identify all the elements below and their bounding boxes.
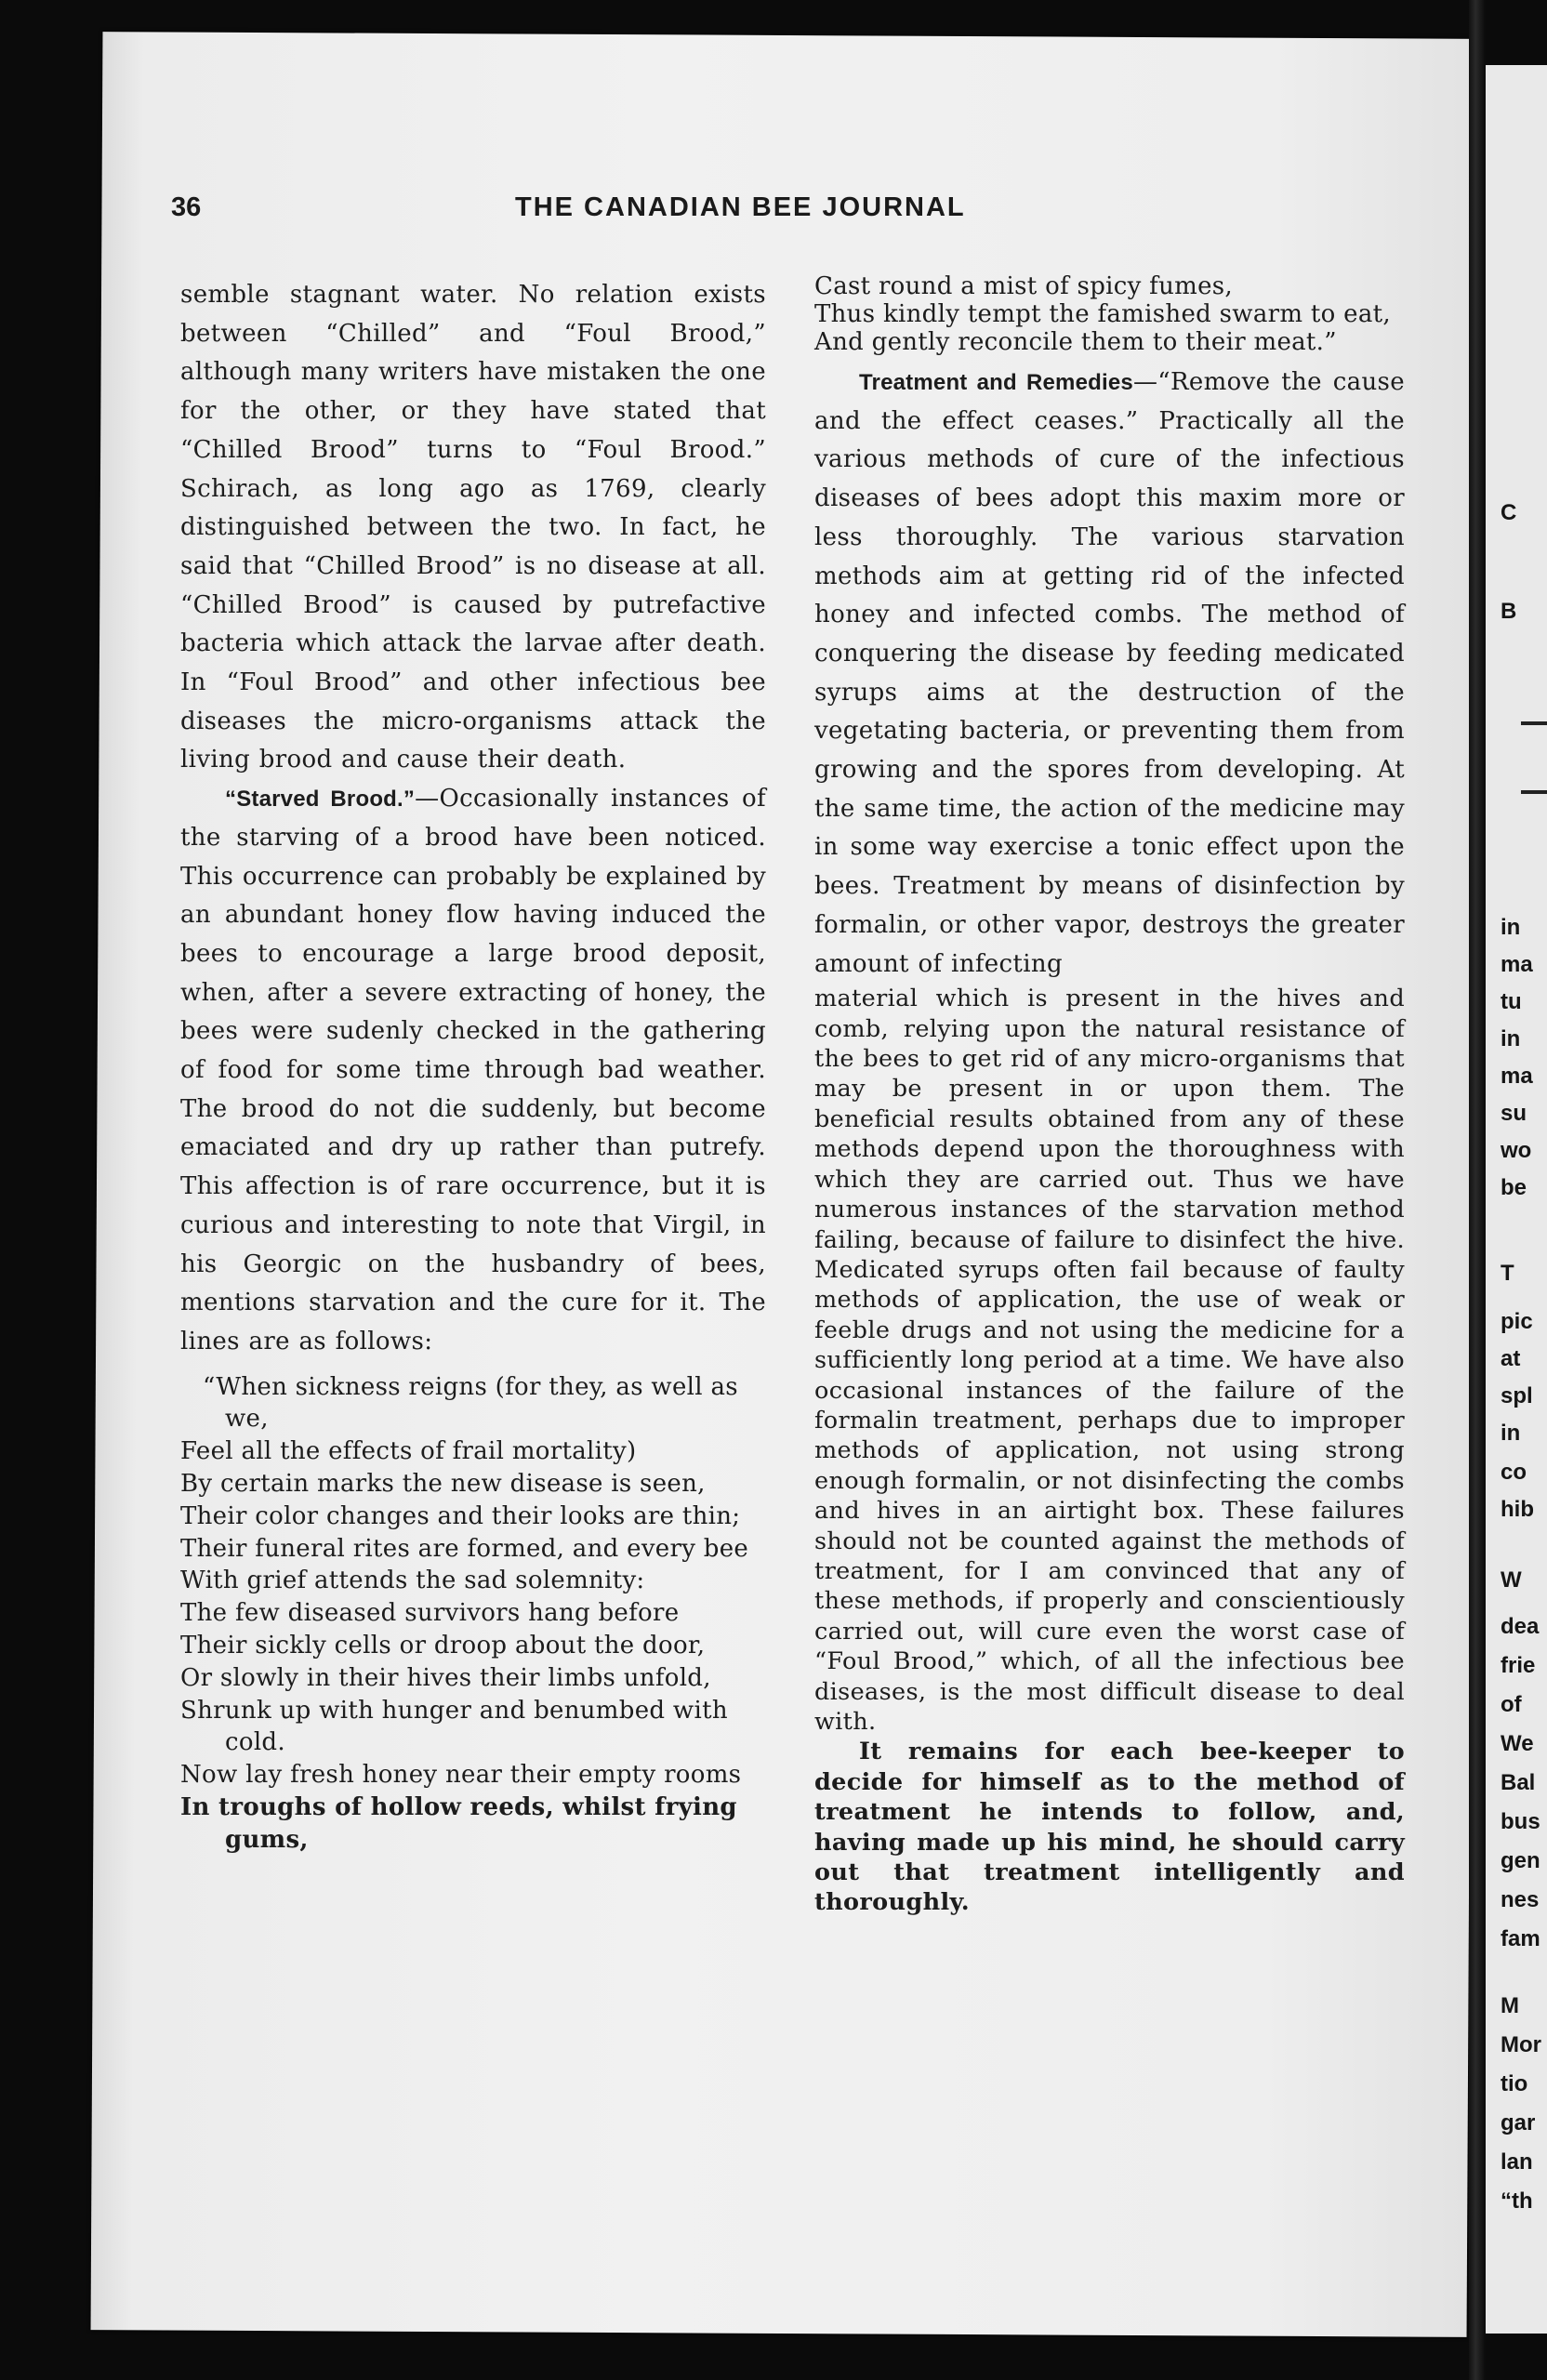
fragment: M — [1501, 1993, 1519, 2018]
fragment: fam — [1501, 1926, 1540, 1951]
fragment: hib — [1501, 1497, 1534, 1522]
verse-block-continued — [814, 272, 1405, 356]
verse-line: Cast round a mist of spicy fumes, — [814, 272, 1233, 300]
fragment: lan — [1501, 2149, 1533, 2175]
left-column — [180, 276, 766, 1857]
verse-line: Or slowly in their hives their limbs unfold, — [180, 1663, 711, 1692]
fragment-rule — [1521, 790, 1547, 794]
fragment: tio — [1501, 2071, 1528, 2096]
fragment: spl — [1501, 1383, 1533, 1408]
fragment: in — [1501, 1026, 1521, 1051]
fragment: gen — [1501, 1848, 1540, 1873]
verse-line: In troughs of hollow reeds, whilst frying gums, — [180, 1793, 737, 1854]
fragment: frie — [1501, 1653, 1536, 1678]
paragraph: semble stagnant water. No relation exists between “Chilled” and “Foul Brood,” although many writers have mistaken the one for the other, or they have stated that “Chilled Brood” turns to “Foul Brood.” Schirach, as long ago as 1769, clearly distinguished between the two. In fact, he said that “Chilled Brood” is no disease at all. “Chilled Brood” is caused by putrefactive bacteria which attack the larvae after death. In “Foul Brood” and other infectious bee diseases the micro-organisms attack the living brood and cause their death. — [180, 281, 766, 774]
fragment: We — [1501, 1731, 1534, 1756]
verse-line: With grief attends the sad solemnity: — [180, 1567, 645, 1595]
verse-line: Thus kindly tempt the famished swarm to eat, — [814, 300, 1391, 328]
verse-line: Feel all the effects of frail mortality) — [180, 1437, 637, 1466]
fragment: in — [1501, 915, 1521, 940]
fragment: ma — [1501, 1064, 1533, 1089]
verse-line: Their funeral rites are formed, and every bee — [180, 1534, 749, 1563]
verse-line: “When sickness reigns (for they, as well as we, — [203, 1372, 738, 1434]
fragment: dea — [1501, 1614, 1540, 1639]
fragment: pic — [1501, 1309, 1533, 1334]
fragment: in — [1501, 1421, 1521, 1446]
fragment: ma — [1501, 952, 1533, 977]
fragment: W — [1501, 1567, 1522, 1593]
paragraph-body: —“Remove the cause and the effect ceases.” Practically all the various methods of cure of the infectious diseases of bees adopt this maxim more or less thoroughly. The various starvation methods aim at getting rid of the infected honey and infected combs. The method of conquering the disease by feeding medicated syrups aims at the destruction of the vegetating bacteria, or preventing them from growing and the spores from developing. At the same time, the action of the medicine may in some way exercise a tonic effect upon the bees. Treatment by means of disinfection by formalin, or other vapor, destroys the greater amount of infecting — [814, 368, 1405, 978]
page-number: 36 — [171, 192, 202, 222]
fragment: co — [1501, 1460, 1527, 1485]
fragment: T — [1501, 1261, 1514, 1286]
verse-line: Their sickly cells or droop about the door, — [180, 1632, 706, 1660]
fragment-rule — [1521, 721, 1547, 725]
verse-line: Now lay fresh honey near their empty rooms — [180, 1761, 742, 1790]
fragment: of — [1501, 1692, 1522, 1717]
fragment: “th — [1501, 2188, 1533, 2214]
paragraph — [180, 780, 766, 1362]
book-gutter — [1469, 0, 1486, 2380]
section-heading: “Starved Brood.” — [225, 787, 416, 813]
running-header — [171, 192, 1398, 235]
fragment: su — [1501, 1101, 1527, 1126]
right-column — [814, 272, 1405, 1918]
fragment: gar — [1501, 2110, 1536, 2135]
fragment: tu — [1501, 989, 1522, 1014]
paragraph — [814, 364, 1405, 984]
journal-title: THE CANADIAN BEE JOURNAL — [515, 192, 966, 222]
paragraph-body: —Occasionally instances of the starving of a brood have been noticed. This occurrence can probably be explained by an abundant honey flow having induced the bees to encourage a large brood deposit, when, after a severe extracting of honey, the bees were sudenly checked in the gathering of food for some time through bad weather. The brood do not die suddenly, but become emaciated and dry up rather than putrefy. This affection is of rare occurrence, but it is curious and interesting to note that Virgil, in his Georgic on the husbandry of bees, mentions starvation and the cure for it. The lines are as follows: — [180, 785, 766, 1355]
fragment: B — [1501, 599, 1517, 624]
fragment: at — [1501, 1346, 1521, 1371]
fragment: Bal — [1501, 1770, 1536, 1795]
paragraph: It remains for each bee-keeper to decide for himself as to the method of treatment he intends to follow, and, having made up his mind, he should carry out that treatment intelligently and thoroughly. — [814, 1738, 1405, 1917]
paragraph-continued: material which is present in the hives and comb, relying upon the natural resistance of the bees to get rid of any micro-organisms that may be present in or upon them. The beneficial results obtained from any of these methods depend upon the thoroughness with which they are carried out. Thus we have numerous instances of the starvation method failing, because of failure to disinfect the hive. Medicated syrups often fail because of faulty methods of application, the use of weak or feeble drugs and not using the medicine for a sufficiently long period at a time. We have also occasional instances of the failure of the formalin treatment, perhaps due to improper methods of application, not using strong enough formalin, or not disinfecting the combs and hives in an airtight box. These failures should not be counted against the methods of treatment, for I am convinced that any of these methods, if properly and conscientiously carried out, will cure even the worst case of “Foul Brood,” which, of all the infectious bee diseases, is the most difficult disease to deal with. — [814, 985, 1405, 1736]
verse-line: Their color changes and their looks are thin; — [180, 1501, 741, 1530]
fragment: Mor — [1501, 2032, 1541, 2057]
fragment: bus — [1501, 1809, 1540, 1834]
fragment: wo — [1501, 1138, 1532, 1163]
verse-line: The few diseased survivors hang before — [180, 1599, 680, 1628]
fragment: nes — [1501, 1887, 1540, 1912]
verse-line: By certain marks the new disease is seen, — [180, 1470, 706, 1499]
section-heading: Treatment and Remedies — [859, 370, 1133, 395]
fragment: C — [1501, 500, 1517, 525]
verse-line: Shrunk up with hunger and benumbed with cold. — [180, 1696, 728, 1757]
fragment: be — [1501, 1175, 1527, 1200]
verse-line: And gently reconcile them to their meat.” — [814, 328, 1337, 356]
verse-block — [180, 1371, 766, 1857]
